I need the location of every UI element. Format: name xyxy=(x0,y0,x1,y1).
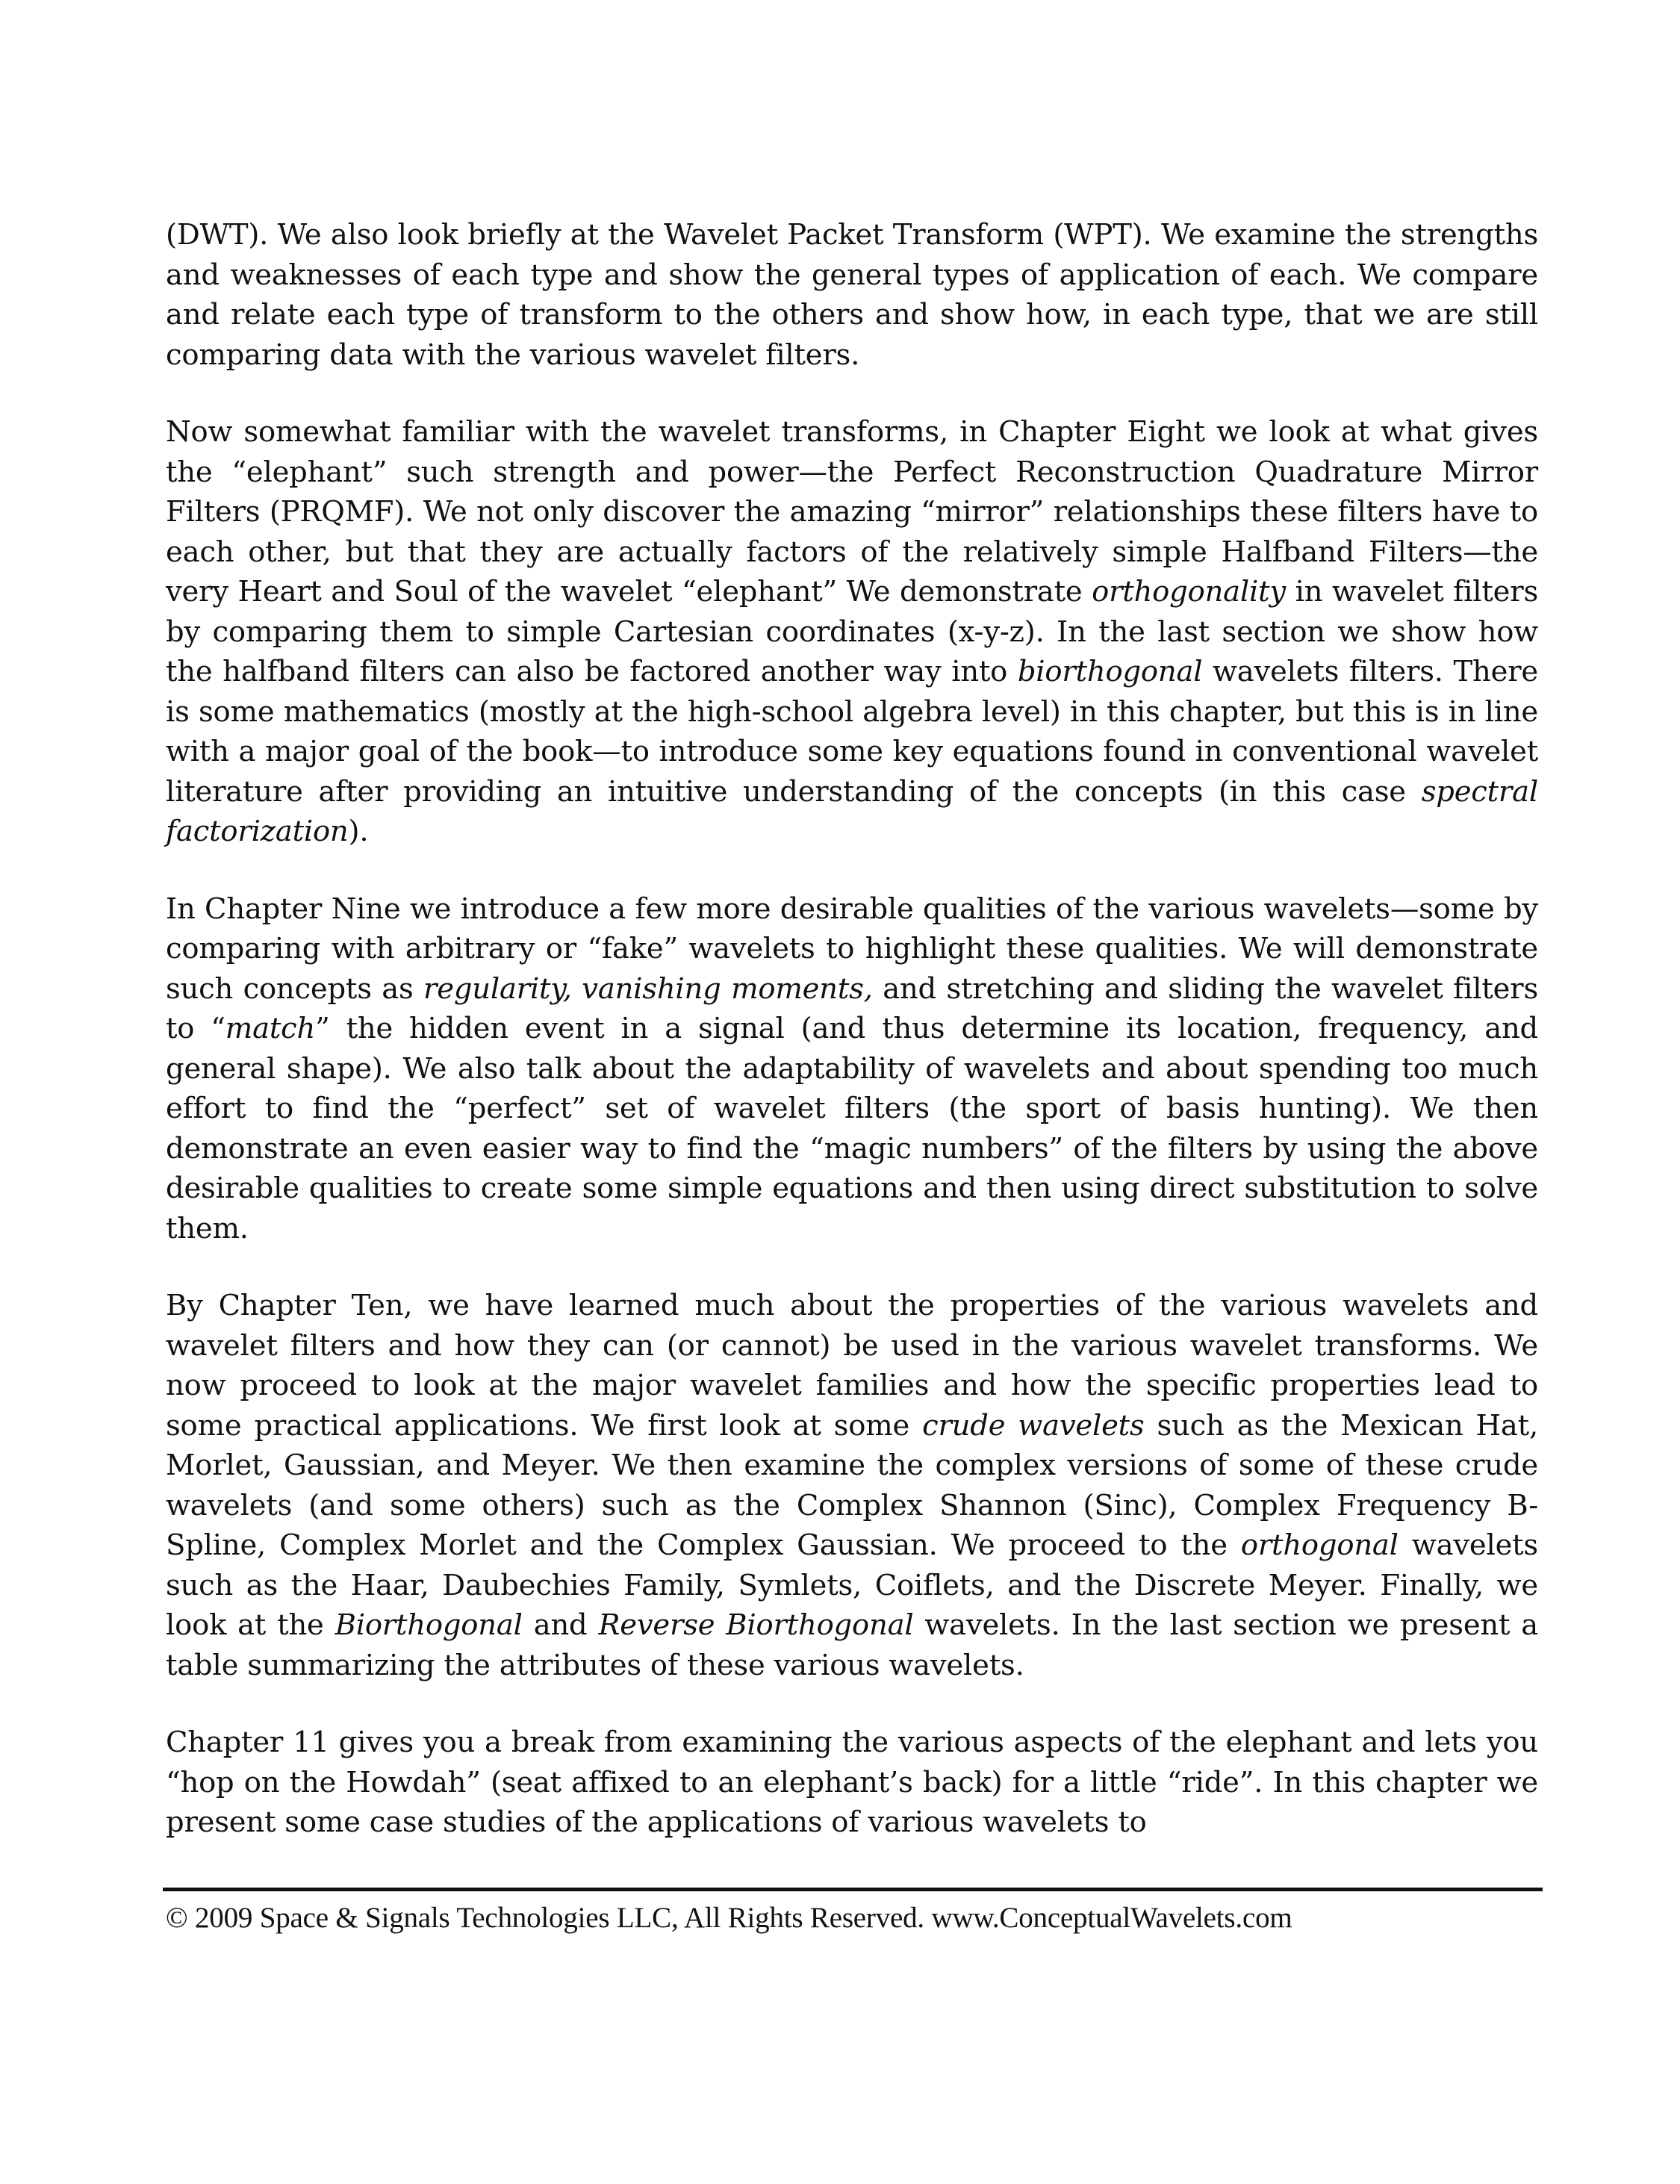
copyright-footer: © 2009 Space & Signals Technologies LLC, All Rights Reserved. www.ConceptualWavelets.com xyxy=(166,1902,1292,1934)
paragraph-dwt-wpt xyxy=(166,215,1538,375)
paragraph-run: (DWT). We also look briefly at the Wavelet Packet Transform (WPT). We examine the strengths and weaknesses of each type and show the general types of application of each. We compare and relate each type of transform to the others and show how, in each type, that we are still comparing data with the various wavelet filters. xyxy=(166,218,1538,372)
paragraph-run: ). xyxy=(348,815,369,848)
italic-term-orthogonality: orthogonality xyxy=(1092,575,1286,609)
paragraph-run: Chapter 11 gives you a break from examining the various aspects of the elephant and lets you “hop on the Howdah” (seat affixed to an elephant’s back) for a little “ride”. In this chapter we present some case studies of the applications of various wavelets to xyxy=(166,1726,1538,1839)
italic-term-orthogonal: orthogonal xyxy=(1240,1528,1399,1562)
paragraph-run: wavelets. In the last section we present a table summarizing the attributes of these various wavelets. xyxy=(166,1608,1538,1682)
body-text xyxy=(166,215,1538,1843)
paragraph-run: wavelets such as the Haar, Daubechies Family, Symlets, Coiflets, and the Discrete Meyer. Finally, we look at the xyxy=(166,1528,1538,1642)
paragraph-run: such as the Mexican Hat, Morlet, Gaussian, and Meyer. We then examine the complex versions of some of these crude wavelets (and some others) such as the Complex Shannon (Sinc), Complex Frequency B-Spline, Complex Morlet and the Complex Gaussian. We proceed to the xyxy=(166,1408,1538,1562)
paragraph-run: Now somewhat familiar with the wavelet transforms, in Chapter Eight we look at what gives the “elephant” such strength and power—the Perfect Reconstruction Quadrature Mirror Filters (PRQMF). We not only discover the amazing “mirror” relationships these filters have to each other, but that they are actually factors of the relatively simple Halfband Filters—the very Heart and Soul of the wavelet “elephant” We demonstrate xyxy=(166,415,1538,609)
paragraph-chapter-eleven xyxy=(166,1723,1538,1843)
paragraph-run: in wavelet filters by comparing them to simple Cartesian coordinates (x-y-z). In the last section we show how the halfband filters can also be factored another way into xyxy=(166,575,1539,688)
italic-term-spectral-factorization: spectral factorization xyxy=(166,774,1538,848)
paragraph-run: In Chapter Nine we introduce a few more desirable qualities of the various wavelets—some by comparing with arbitrary or “fake” wavelets to highlight these qualities. We will demonstrate such concepts as xyxy=(166,892,1538,1006)
paragraph-run: By Chapter Ten, we have learned much about the properties of the various wavelets and wavelet filters and how they can (or cannot) be used in the various wavelet transforms. We now proceed to look at the major wavelet families and how the specific properties lead to some practical applications. We first look at some xyxy=(166,1289,1538,1443)
italic-term-reverse-biorthogonal: Reverse Biorthogonal xyxy=(598,1608,914,1642)
paragraph-run: ” the hidden event in a signal (and thus determine its location, frequency, and general shape). We also talk about the adaptability of wavelets and about spending too much effort to find the “perfect” set of wavelet filters (the sport of basis hunting). We then demonstrate an even easier way to find the “magic numbers” of the filters by using the above desirable qualities to create some simple equations and then using direct substitution to solve them. xyxy=(166,1012,1538,1245)
paragraph-run: and xyxy=(522,1608,599,1642)
italic-term-match: match xyxy=(225,1012,316,1045)
italic-term-regularity: regularity, vanishing moments, xyxy=(423,971,873,1006)
paragraph-run: wavelets filters. There is some mathematics (mostly at the high-school algebra level) in this chapter, but this is in line with a major goal of the book—to introduce some key equations found in conventional wavelet literature after providing an intuitive understanding of the concepts (in this case xyxy=(166,655,1538,809)
paragraph-chapter-eight xyxy=(166,412,1538,852)
paragraph-chapter-nine xyxy=(166,889,1538,1249)
footer-divider xyxy=(163,1888,1543,1891)
italic-term-biorthogonal: biorthogonal xyxy=(1017,655,1203,688)
italic-term-biorthogonal-family: Biorthogonal xyxy=(335,1608,523,1642)
paragraph-chapter-ten xyxy=(166,1286,1538,1685)
paragraph-run: and stretching and sliding the wavelet filters to “ xyxy=(166,971,1539,1045)
italic-term-crude-wavelets: crude wavelets xyxy=(922,1408,1145,1443)
